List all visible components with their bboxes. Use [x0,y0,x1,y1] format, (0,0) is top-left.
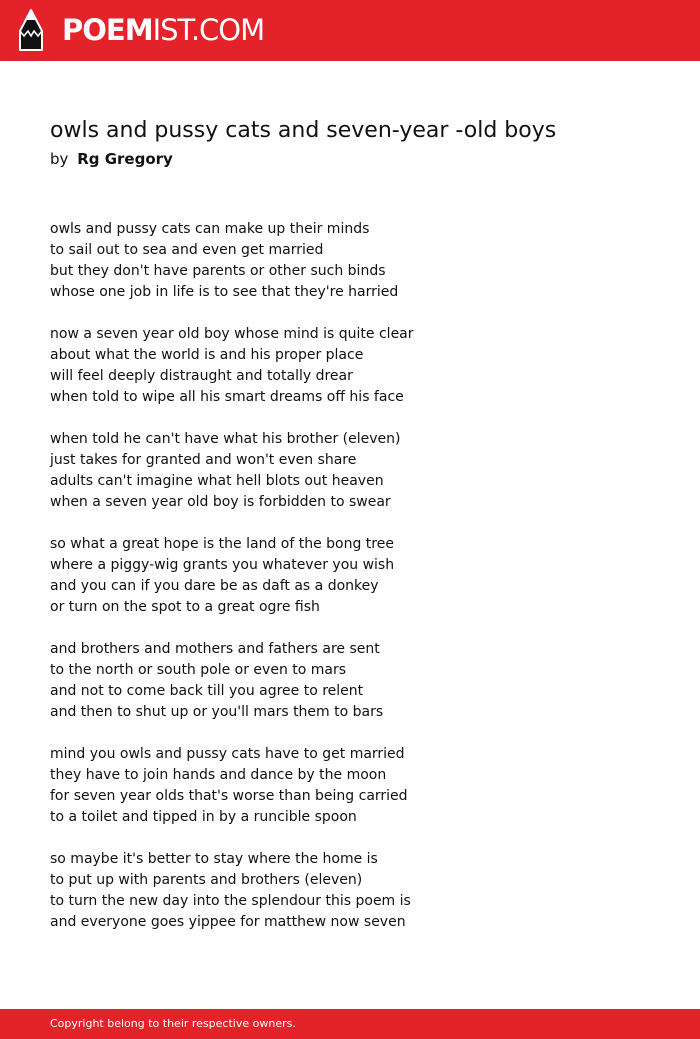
site-footer [0,1009,700,1039]
poem-title: owls and pussy cats and seven-year -old boys [50,118,557,143]
poem-line: for seven year olds that's worse than being carried [50,788,408,804]
poem-line: when a seven year old boy is forbidden to swear [50,494,391,510]
poem-line: when told he can't have what his brother (eleven) [50,431,401,447]
poem-line: to a toilet and tipped in by a runcible spoon [50,809,357,825]
poem-line: so what a great hope is the land of the bong tree [50,536,394,552]
poem-line: or turn on the spot to a great ogre fish [50,599,320,615]
pencil-tip-icon[interactable] [18,9,44,52]
poem-line: where a piggy-wig grants you whatever you wish [50,557,395,573]
copyright-text: Copyright belong to their respective owners. [50,1017,296,1030]
poem-line: whose one job in life is to see that they're harried [50,284,399,300]
poem-line: and brothers and mothers and fathers are sent [50,641,380,657]
author-name[interactable]: Rg Gregory [77,150,173,168]
stanza [50,429,650,513]
logo-bold-text: POEM [62,13,153,47]
byline [50,148,173,170]
stanza [50,849,650,933]
poem-line: so maybe it's better to stay where the home is [50,851,378,867]
poem-line: and not to come back till you agree to relent [50,683,364,699]
poem-line: to the north or south pole or even to mars [50,662,347,678]
logo-light-text: IST.COM [152,13,265,47]
poem-line: mind you owls and pussy cats have to get married [50,746,405,762]
poem-line: and everyone goes yippee for matthew now seven [50,914,406,930]
poem-line: they have to join hands and dance by the moon [50,767,387,783]
poem-line: now a seven year old boy whose mind is quite clear [50,326,414,342]
stanza [50,534,650,618]
poem-line: will feel deeply distraught and totally drear [50,368,353,384]
poem-line: adults can't imagine what hell blots out heaven [50,473,384,489]
poem-line: but they don't have parents or other such binds [50,263,386,279]
site-logo[interactable] [62,10,264,50]
stanza [50,219,650,303]
poem-line: owls and pussy cats can make up their minds [50,221,370,237]
stanza [50,744,650,828]
poem-line: to turn the new day into the splendour this poem is [50,893,411,909]
stanza [50,324,650,408]
poem-body [50,219,650,954]
poem-line: just takes for granted and won't even share [50,452,357,468]
poem-line: about what the world is and his proper place [50,347,364,363]
by-label: by [50,150,69,168]
poem-line: to sail out to sea and even get married [50,242,324,258]
poem-line: and then to shut up or you'll mars them to bars [50,704,384,720]
site-header [0,0,700,61]
poem-line: when told to wipe all his smart dreams off his face [50,389,404,405]
poem-line: and you can if you dare be as daft as a donkey [50,578,379,594]
poem-line: to put up with parents and brothers (eleven) [50,872,363,888]
stanza [50,639,650,723]
